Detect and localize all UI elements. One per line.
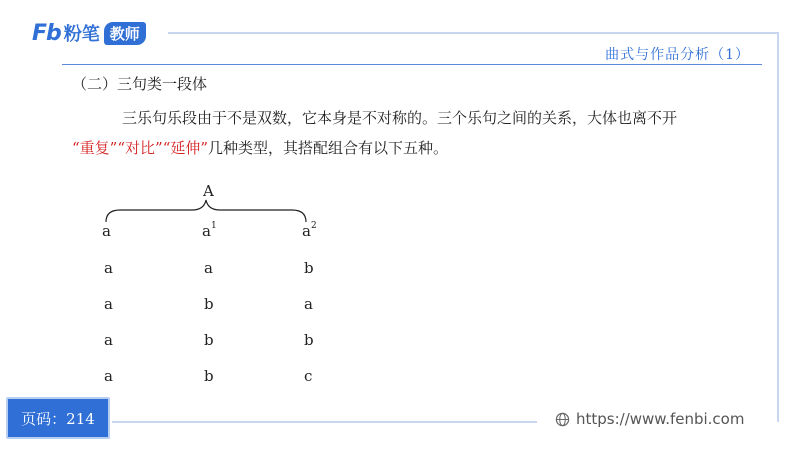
term-contrast: “对比” (117, 139, 163, 157)
row4-cell2: b (204, 367, 214, 385)
term-repeat: “重复” (72, 139, 118, 157)
frame-right-line (777, 32, 779, 422)
row3-cell2: b (204, 331, 214, 349)
logo-badge: 教师 (104, 22, 146, 45)
frame-top-line (168, 32, 778, 34)
logo-mark: Fb (32, 20, 61, 46)
footer-url (555, 410, 744, 428)
row4-cell1: a (104, 367, 113, 385)
header-cell-2: $a^1$ (202, 221, 217, 240)
phrase-structure-diagram (92, 178, 352, 398)
section-heading: （二）三句类一段体 (72, 75, 208, 93)
row2-cell2: b (204, 295, 214, 313)
row1-cell2: a (204, 259, 213, 277)
frame-bottom-line (112, 421, 537, 423)
row2-cell1: a (104, 295, 113, 313)
row1-cell3: b (304, 259, 314, 277)
header-divider (62, 64, 762, 65)
globe-icon (555, 412, 570, 427)
row3-cell3: b (304, 331, 314, 349)
url-text: https://www.fenbi.com (576, 410, 745, 428)
brand-logo (32, 20, 146, 46)
body-paragraph (72, 103, 772, 163)
page-number-label: 页码：214 (21, 409, 95, 428)
header-cell-3: $a^2$ (302, 221, 317, 240)
page-number-badge (6, 397, 110, 439)
paragraph-line-1: 三乐句乐段由于不是双数，它本身是不对称的。三个乐句之间的关系，大体也离不开 (122, 109, 678, 127)
row4-cell3: c (304, 367, 313, 385)
row2-cell3: a (304, 295, 313, 313)
term-extension: “延伸” (162, 139, 209, 157)
header-cell-1: a (102, 222, 111, 240)
slide-title: 曲式与作品分析（1） (605, 47, 750, 63)
paragraph-line-2: 几种类型，其搭配组合有以下五种。 (208, 139, 449, 157)
row1-cell1: a (104, 259, 113, 277)
logo-name: 粉笔 (63, 24, 100, 45)
brace-label: A (203, 182, 214, 200)
row3-cell1: a (104, 331, 113, 349)
